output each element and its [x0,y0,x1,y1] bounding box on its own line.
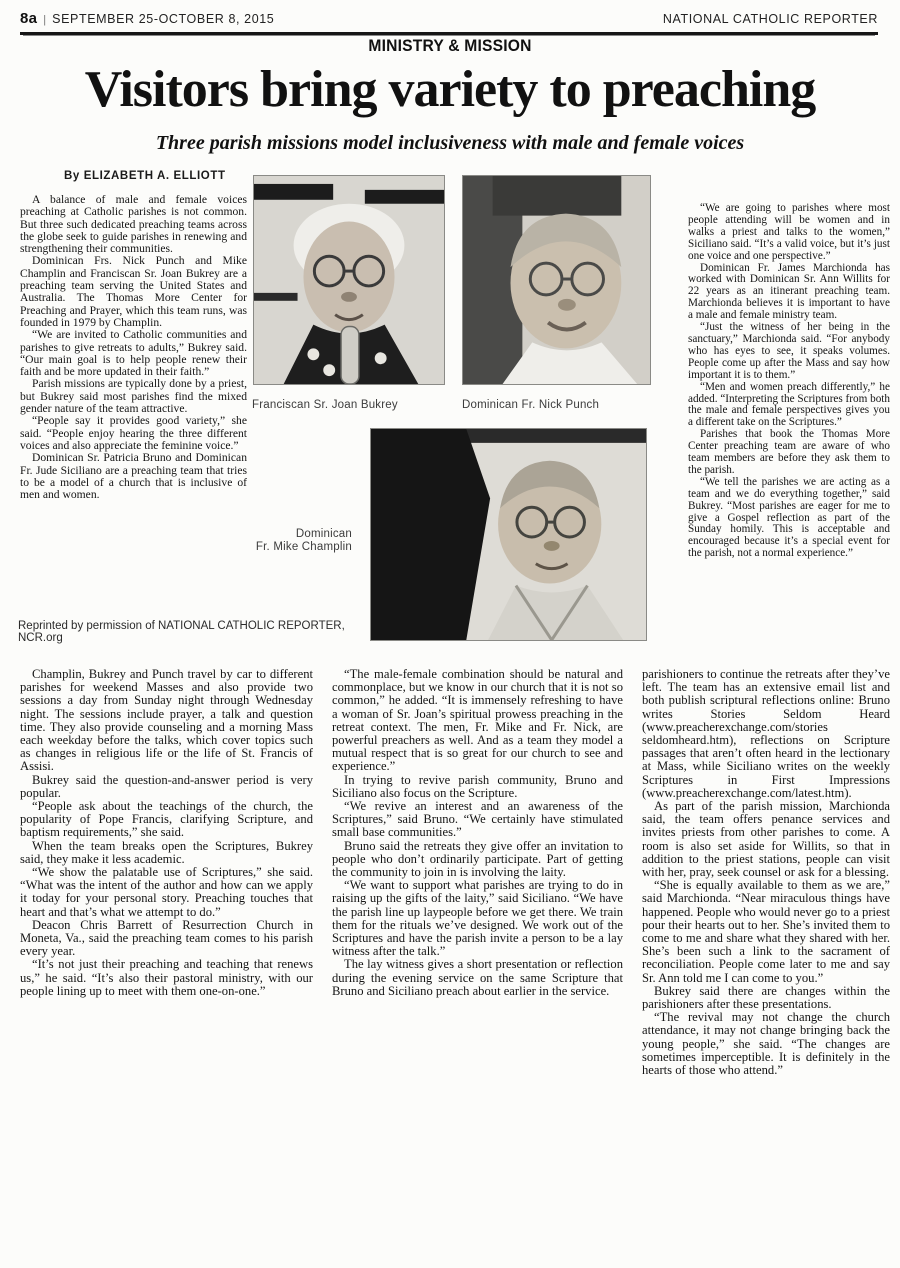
paragraph: Bukrey said there are changes within the parishioners after these presentations. [642,983,890,1012]
paragraph: parishioners to continue the retreats after they’ve left. The team has an extensive email list and both publish scriptural reflections online: Bruno writes Stories Seldom Heard (www.preacherexchange.com/stories seldomheard.htm), reflections on Scripture passages that aren’t often heard in the lectionary at Mass, while Siciliano writes on the weekly Scriptures in First Impressions (www.preacherexchange.com/latest.htm). [642,667,890,800]
paragraph: Champlin, Bukrey and Punch travel by car to different parishes for weekend Masses and also provide two sessions a day from Sunday night through Wednesday night. The sessions include prayer, a talk and question time. They also provide counseling and a morning Mass each weekday before the talks, which cover topics such as changes in religious life or the life of St. Francis of Assisi. [20,667,313,774]
paragraph: “The revival may not change the church attendance, it may not change bringing back the young people,” she said. “The changes are sometimes imperceptible. It is definitely in the hearts of those who attend.” [642,1010,890,1078]
paragraph: The lay witness gives a short presentation or reflection during the evening service on the same Scripture that Bruno and Siciliano preach about earlier in the service. [332,957,623,998]
masthead-left [20,10,274,27]
paragraph: Parish missions are typically done by a priest, but Bukrey said most parishes find the mixed gender nature of the team attractive. [20,377,247,416]
photo-joan-bukrey-illustration [254,176,444,384]
paragraph: “Just the witness of her being in the sanctuary,” Marchionda said. “For anybody who has eyes to see, it speaks volumes. People come up after the Mass and say how important it is to them.” [688,321,890,381]
bottom-column-2 [332,668,623,998]
paragraph: “People ask about the teachings of the church, the popularity of Pope Francis, clarifying Scripture, and baptism requirements,” she said. [20,799,313,840]
paragraph: “We show the palatable use of Scriptures,” she said. “What was the intent of the author and how can we apply it today for your personal story. Preaching touches that heart and that’s what we attempt to do.” [20,865,313,919]
masthead [20,8,878,35]
bottom-column-1 [20,668,313,998]
paragraph: A balance of male and female voices preaching at Catholic parishes is not common. But three such dedicated preaching teams across the globe seek to guide parishes in renewing and strengthening their communities. [20,193,247,256]
intro-column [20,194,247,501]
photo-nick-punch-illustration [463,176,650,384]
photo-mike-champlin [370,428,647,641]
caption-mike-champlin [238,528,352,554]
paragraph: In trying to revive parish community, Bruno and Siciliano also focus on the Scripture. [332,772,623,800]
photo-mike-champlin-illustration [371,429,646,640]
paragraph: “Men and women preach differently,” he added. “Interpreting the Scriptures from both the male and female perspectives gives you a different take on the Scriptures.” [688,380,890,429]
paragraph: As part of the parish mission, Marchionda said, the team offers penance services and invites priests from other parishes to come. A room is also set aside for Willits, so that in addition to the priest stations, people can visit with her, pray, seek counsel or ask for a blessing. [642,799,890,880]
reprint-notice: Reprinted by permission of NATIONAL CATHOLIC REPORTER, NCR.org [18,620,345,644]
bottom-column-3 [642,668,890,1077]
paragraph: “We tell the parishes we are acting as a team and we do everything together,” said Bukrey. “Most parishes are eager for me to give a Gospel reflection as part of the Sunday homily. This is acceptable and encouraged because it’s a special event for the parish, not a normal experience.” [688,475,890,560]
paragraph: Dominican Fr. James Marchionda has worked with Dominican Sr. Ann Willits for 22 years as an itinerant preaching team. Marchionda believes it is important to have a male and female ministry team. [688,261,890,322]
paragraph: Fr. Mike Champlin [255,541,352,553]
paragraph: “We are invited to Catholic communities and parishes to give retreats to adults,” Bukrey said. “Our main goal is to help people renew their faith and be more updated in their faith.” [20,328,247,379]
article-headline: Visitors bring variety to preaching [84,61,816,118]
caption-nick-punch: Dominican Fr. Nick Punch [462,399,600,411]
paragraph: Bruno said the retreats they give offer an invitation to people who don’t ordinarily participate. Part of getting the community to join in is involving the laity. [332,838,623,880]
caption-joan-bukrey: Franciscan Sr. Joan Bukrey [252,399,398,411]
paragraph: “We revive an interest and an awareness of the Scriptures,” said Bruno. “We certainly have stimulated small base communities.” [332,799,623,840]
article-subhead: Three parish missions model inclusiveness with male and female voices [155,132,745,154]
photo-joan-bukrey [253,175,445,385]
masthead-separator: | [43,14,47,26]
publication-name: NATIONAL CATHOLIC REPORTER [662,12,878,26]
paragraph: “It’s not just their preaching and teaching that renews us,” he said. “It’s also their pastoral ministry, with our people lining up to meet with them one-on-one.” [20,957,313,998]
paragraph: “The male-female combination should be natural and commonplace, but we know in our church that it is not so common,” he added. “It is immensely refreshing to have a woman of Sr. Joan’s spiritual prowess preaching in the retreat context. The men, Fr. Mike and Fr. Nick, are powerful preachers as well. And as a team they model a mutual respect that is so great for our church to see and experience.” [332,667,623,774]
paragraph: Deacon Chris Barrett of Resurrection Church in Moneta, Va., said the preaching team comes to his parish every year. [20,917,313,959]
paragraph: Bukrey said the question-and-answer period is very popular. [20,772,313,800]
section-label: MINISTRY & MISSION [368,36,532,55]
article-byline: By ELIZABETH A. ELLIOTT [64,170,226,182]
paragraph: Parishes that book the Thomas More Center preaching team are aware of who team members are before they ask them to the parish. [688,428,890,476]
page-number: 8a [20,10,38,27]
paragraph: “She is equally available to them as we are,” said Marchionda. “Near miraculous things have happened. People who would never go to a priest pour their hearts out to her. She’s invited them to come to me and share what they shared with her. She’s been such a link to the sacrament of reconciliation. People come later to me and say Sr. Ann told me I can come to you.” [642,878,890,985]
paragraph: When the team breaks open the Scriptures, Bukrey said, they make it less academic. [20,838,313,866]
paragraph: Dominican Sr. Patricia Bruno and Dominican Fr. Jude Siciliano are a preaching team that tries to be a model of a church that is inclusive of men and women. [20,451,247,502]
paragraph: “We want to support what parishes are trying to do in raising up the gifts of the laity,” said Siciliano. “We have the parish line up laypeople before we get there. We train them for the rituals we’ve designed. We work out of the Scriptures and have the parish invite a person to be a lay witness after the talk.” [332,878,623,959]
photo-nick-punch [462,175,651,385]
paragraph: Dominican Frs. Nick Punch and Mike Champlin and Franciscan Sr. Joan Bukrey are a preaching team serving the United States and Australia. The Thomas More Center for Preaching and Prayer, which this team runs, was founded in 1979 by Champlin. [20,254,247,329]
issue-date: SEPTEMBER 25-OCTOBER 8, 2015 [52,12,275,26]
paragraph: “We are going to parishes where most people attending will be women and in walks a priest and talks to the women,” Siciliano said. “It’s a valid voice, but it’s just one voice and one perspective.” [688,202,890,262]
paragraph: “People say it provides good variety,” she said. “People enjoy hearing the three different voices and also appreciate the feminine voice.” [20,414,247,452]
right-column [688,203,890,560]
paragraph: Dominican [295,528,352,540]
